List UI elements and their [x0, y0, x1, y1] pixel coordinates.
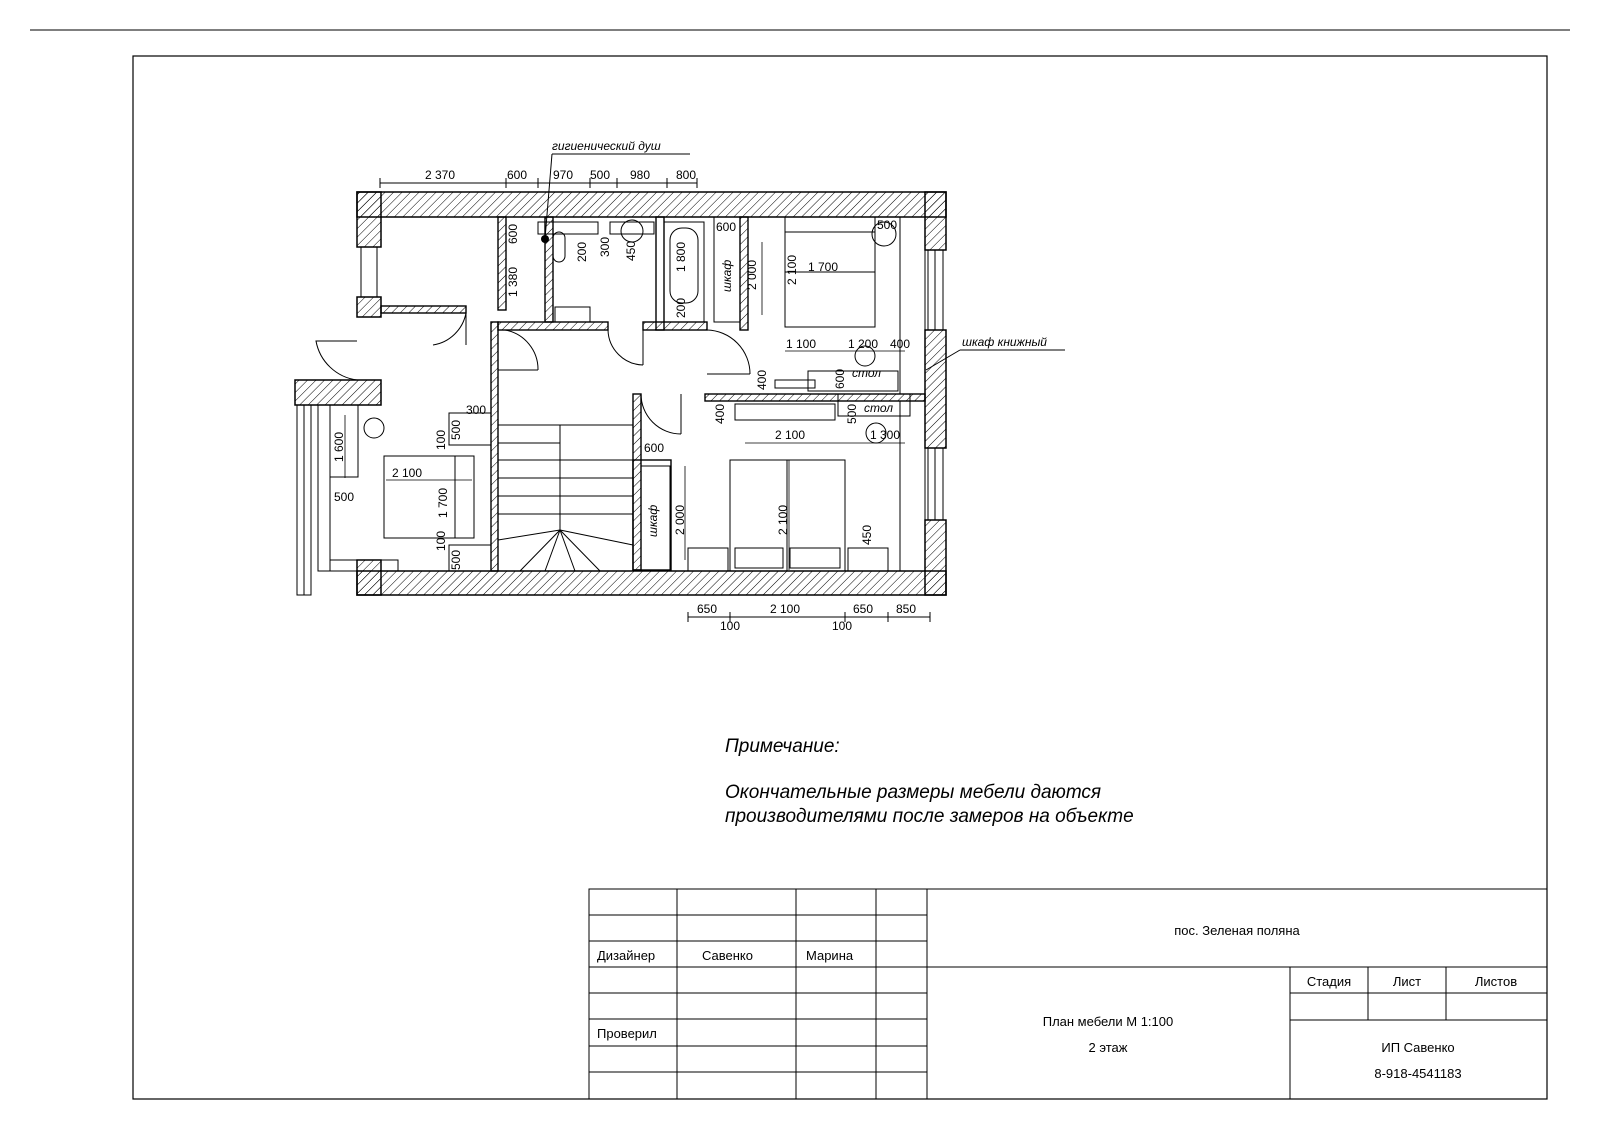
dim-bottom-1: 2 100 [770, 602, 801, 616]
dim-d2100c: 2 100 [776, 504, 790, 535]
wall-left-upper [357, 297, 381, 317]
label-table-lower: стол [864, 401, 894, 415]
dim-d400a: 400 [890, 337, 911, 351]
dim-d500c: 500 [449, 419, 463, 440]
dim-bottom-0: 650 [697, 602, 718, 616]
dim-d450b: 450 [860, 524, 874, 545]
dim-top-5: 800 [676, 168, 697, 182]
dim-d400c: 400 [713, 403, 727, 424]
tb-project: пос. Зеленая поляна [1174, 923, 1300, 938]
tb-designer-name: Марина [806, 948, 854, 963]
wall-top [357, 192, 946, 217]
dim-top-4: 980 [630, 168, 651, 182]
dim-d100a: 100 [434, 429, 448, 450]
tb-role-designer: Дизайнер [597, 948, 656, 963]
label-wardrobe-lower: шкаф [646, 504, 660, 537]
label-shower: гигиенический душ [552, 139, 661, 153]
dim-d300b: 300 [466, 403, 487, 417]
dim-d1800: 1 800 [674, 241, 688, 272]
wall-left-bottom [357, 560, 381, 595]
staircase [498, 425, 633, 571]
dim-bottom-2: 650 [853, 602, 874, 616]
dim-top-0: 2 370 [425, 168, 456, 182]
tb-col-sheets: Листов [1474, 974, 1518, 989]
dim-d100b: 100 [434, 530, 448, 551]
dim-d450a: 450 [624, 240, 638, 261]
tb-role-checked: Проверил [597, 1026, 657, 1041]
dim-top-1: 600 [507, 168, 528, 182]
dim-d2100b: 2 100 [775, 428, 806, 442]
dim-d1600: 1 600 [332, 431, 346, 462]
tb-drawing-title: План мебели М 1:100 [1042, 1014, 1174, 1029]
doors [316, 313, 750, 434]
wall-left-top [357, 192, 381, 247]
dim-d500b: 500 [845, 403, 859, 424]
dim-bottom-sub-0: 100 [720, 619, 741, 633]
dim-bottom-sub-1: 100 [832, 619, 853, 633]
wall-right-lower [925, 520, 946, 595]
dim-d1100: 1 100 [786, 337, 817, 351]
dim-d1700a: 1 700 [808, 260, 839, 274]
label-bookcase: шкаф книжный [962, 335, 1047, 349]
note-line-2: производителями после замеров на объекте [725, 806, 1134, 827]
wall-left-mid [295, 380, 381, 405]
dim-d600a: 600 [506, 223, 520, 244]
dim-d1380: 1 380 [506, 266, 520, 297]
label-table-upper: стол [852, 366, 882, 380]
window-left-2 [297, 405, 311, 595]
dim-d500d: 500 [334, 490, 355, 504]
dim-d500e: 500 [449, 549, 463, 570]
wall-bottom [357, 571, 946, 595]
tb-company: ИП Савенко [1381, 1040, 1455, 1055]
dim-top-2: 970 [553, 168, 574, 182]
tb-col-sheet: Лист [1392, 974, 1422, 989]
dim-d600c: 600 [833, 368, 847, 389]
label-wardrobe-upper: шкаф [720, 259, 734, 292]
dim-d1700b: 1 700 [436, 487, 450, 518]
floor-plan [295, 139, 1065, 633]
tb-floor: 2 этаж [1088, 1040, 1128, 1055]
dim-lines-inner [345, 242, 905, 570]
dim-d600b: 600 [716, 220, 737, 234]
wall-right-mid [925, 330, 946, 448]
dim-d2100a: 2 100 [785, 254, 799, 285]
dim-d600d: 600 [644, 441, 665, 455]
note-line-1: Окончательные размеры мебели даются [725, 782, 1102, 803]
dim-d400b: 400 [755, 369, 769, 390]
dim-d2000b: 2 000 [673, 504, 687, 535]
window-right-2 [928, 448, 943, 520]
dim-d200b: 200 [674, 297, 688, 318]
tb-phone: 8-918-4541183 [1374, 1066, 1462, 1081]
tb-col-stage: Стадия [1306, 974, 1352, 989]
dim-d2100d: 2 100 [392, 466, 423, 480]
dim-d1300: 1 300 [870, 428, 901, 442]
window-right-1 [928, 250, 943, 330]
dim-d300a: 300 [598, 236, 612, 257]
window-left-1 [361, 247, 377, 297]
tb-designer-surname: Савенко [702, 948, 753, 963]
dim-top-3: 500 [590, 168, 611, 182]
dim-d1200: 1 200 [848, 337, 879, 351]
note-heading: Примечание: [725, 736, 840, 757]
dim-d500a: 500 [877, 218, 898, 232]
wall-right-upper [925, 192, 946, 250]
dim-d2000a: 2 000 [745, 259, 759, 290]
dim-bottom-3: 850 [896, 602, 917, 616]
dim-d200: 200 [575, 241, 589, 262]
